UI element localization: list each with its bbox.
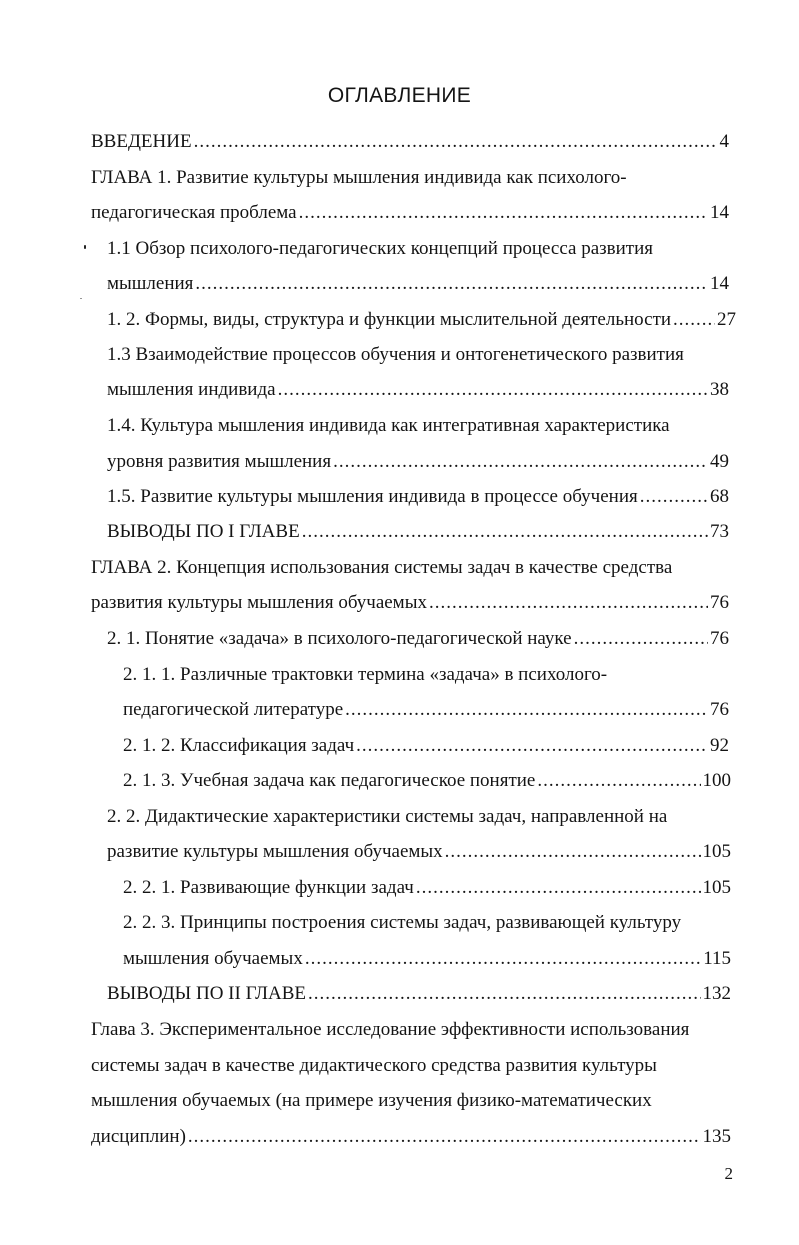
toc-entry-text: 1. 2. Формы, виды, структура и функции мыслительной деятельности [107,309,672,330]
dot-leader [188,1125,701,1149]
toc-entry-text: ГЛАВА 1. Развитие культуры мышления индивида как психолого- [91,167,627,188]
toc-entry-text: ВЫВОДЫ ПО I ГЛАВЕ [107,521,300,542]
toc-entry-text: педагогической литературе [123,699,344,720]
toc-entry-text: мышления [107,273,194,294]
toc-entry-text: Глава 3. Экспериментальное исследование эффективности использования [91,1019,690,1040]
toc-entry-section-1-4[interactable] [107,414,670,438]
toc-entry-chapter-2-end[interactable] [91,591,729,615]
toc-entry-conclusions-2[interactable] [107,982,731,1006]
dot-leader [416,876,701,900]
toc-entry-section-1-4-end[interactable] [107,450,729,474]
toc-entry-text: ВЫВОДЫ ПО II ГЛАВЕ [107,983,307,1004]
toc-entry-chapter-1-end[interactable] [91,201,729,225]
toc-entry-conclusions-1[interactable] [107,520,729,544]
scan-speck [80,298,82,299]
toc-entry-text: 1.4. Культура мышления индивида как интегративная характеристика [107,415,670,436]
dot-leader [302,520,708,544]
toc-entry-text: развития культуры мышления обучаемых [91,592,427,613]
toc-entry-text: 1.1 Обзор психолого-педагогических концепций процесса развития [107,238,653,259]
toc-entry-page: 49 [710,451,729,472]
toc-entry-page: 4 [719,131,729,152]
dot-leader [333,450,708,474]
toc-entry-chapter-3-line-3[interactable] [91,1089,652,1113]
dot-leader [278,378,708,402]
toc-entry-text: 2. 1. Понятие «задача» в психолого-педагогической науке [107,628,572,649]
toc-entry-page: 135 [702,1126,731,1147]
toc-entry-page: 100 [702,770,731,791]
toc-entry-section-2-1-3[interactable] [123,769,731,793]
page-title: ОГЛАВЛЕНИЕ [327,84,472,107]
scan-speck [84,245,86,249]
toc-entry-page: 76 [710,628,729,649]
dot-leader [445,840,701,864]
toc-entry-page: 92 [710,735,729,756]
toc-entry-page: 27 [717,309,736,330]
dot-leader [356,734,708,758]
toc-entry-page: 105 [702,841,731,862]
toc-entry-text: 2. 1. 3. Учебная задача как педагогическое понятие [123,770,536,791]
toc-entry-page: 14 [710,202,729,223]
toc-entry-page: 76 [710,592,729,613]
toc-entry-text: педагогическая проблема [91,202,297,223]
toc-entry-section-2-2[interactable] [107,805,667,829]
toc-entry-section-1-1-end[interactable] [107,272,729,296]
toc-entry-chapter-3-end[interactable] [91,1125,731,1149]
toc-entry-chapter-3[interactable] [91,1018,689,1042]
toc-entry-section-2-2-end[interactable] [107,840,731,864]
toc-entry-section-2-1-1[interactable] [123,663,607,687]
toc-entry-section-1-3-end[interactable] [107,378,729,402]
toc-entry-section-1-3[interactable] [107,343,684,367]
dot-leader [308,982,700,1006]
toc-entry-page: 132 [702,983,731,1004]
dot-leader [574,627,708,651]
toc-entry-page: 14 [710,273,729,294]
toc-entry-section-2-2-1[interactable] [123,876,731,900]
dot-leader [194,130,718,154]
toc-entry-text: развитие культуры мышления обучаемых [107,841,443,862]
toc-entry-text: 1.5. Развитие культуры мышления индивида в процессе обучения [107,486,638,507]
toc-entry-chapter-3-line-2[interactable] [91,1054,657,1078]
toc-entry-page: 68 [710,486,729,507]
toc-entry-page: 76 [710,699,729,720]
dot-leader [299,201,708,225]
toc-entry-text: ГЛАВА 2. Концепция использования системы задач в качестве средства [91,557,673,578]
toc-entry-page: 115 [703,948,731,969]
toc-entry-section-2-2-3-end[interactable] [123,947,731,971]
toc-entry-text: 1.3 Взаимодействие процессов обучения и онтогенетического развития [107,344,684,365]
toc-entry-text: уровня развития мышления [107,451,332,472]
toc-entry-section-2-2-3[interactable] [123,911,681,935]
toc-entry-page: 105 [702,877,731,898]
toc-entry-section-1-2[interactable] [107,308,736,332]
toc-entry-section-2-1-2[interactable] [123,734,729,758]
dot-leader [640,485,708,509]
toc-entry-text: системы задач в качестве дидактического средства развития культуры [91,1055,657,1076]
toc-entry-section-2-1-1-end[interactable] [123,698,729,722]
toc-entry-section-1-5[interactable] [107,485,729,509]
dot-leader [305,947,701,971]
toc-entry-text: мышления обучаемых (на примере изучения физико-математических [91,1090,652,1111]
toc-entry-text: 2. 2. 3. Принципы построения системы задач, развивающей культуру [123,912,682,933]
toc-entry-chapter-1[interactable] [91,166,627,190]
toc-entry-section-1-1[interactable] [107,237,653,261]
toc-entry-text: мышления обучаемых [123,948,303,969]
toc-entry-page: 73 [710,521,729,542]
toc-entry-text: 2. 1. 2. Классификация задач [123,735,355,756]
toc-entry-text: 2. 1. 1. Различные трактовки термина «задача» в психолого- [123,664,608,685]
toc-entry-section-2-1[interactable] [107,627,729,651]
toc-entry-text: дисциплин) [91,1126,186,1147]
toc-entry-chapter-2[interactable] [91,556,672,580]
toc-entry-text: 2. 2. Дидактические характеристики системы задач, направленной на [107,806,668,827]
dot-leader [345,698,708,722]
dot-leader [429,591,708,615]
dot-leader [673,308,715,332]
toc-entry-page: 38 [710,379,729,400]
dot-leader [195,272,708,296]
toc-entry-text: мышления индивида [107,379,276,400]
toc-entry-text: ВВЕДЕНИЕ [91,131,192,152]
toc-entry-introduction[interactable] [91,130,729,154]
dot-leader [537,769,700,793]
page-number: 2 [724,1164,733,1183]
toc-entry-text: 2. 2. 1. Развивающие функции задач [123,877,414,898]
